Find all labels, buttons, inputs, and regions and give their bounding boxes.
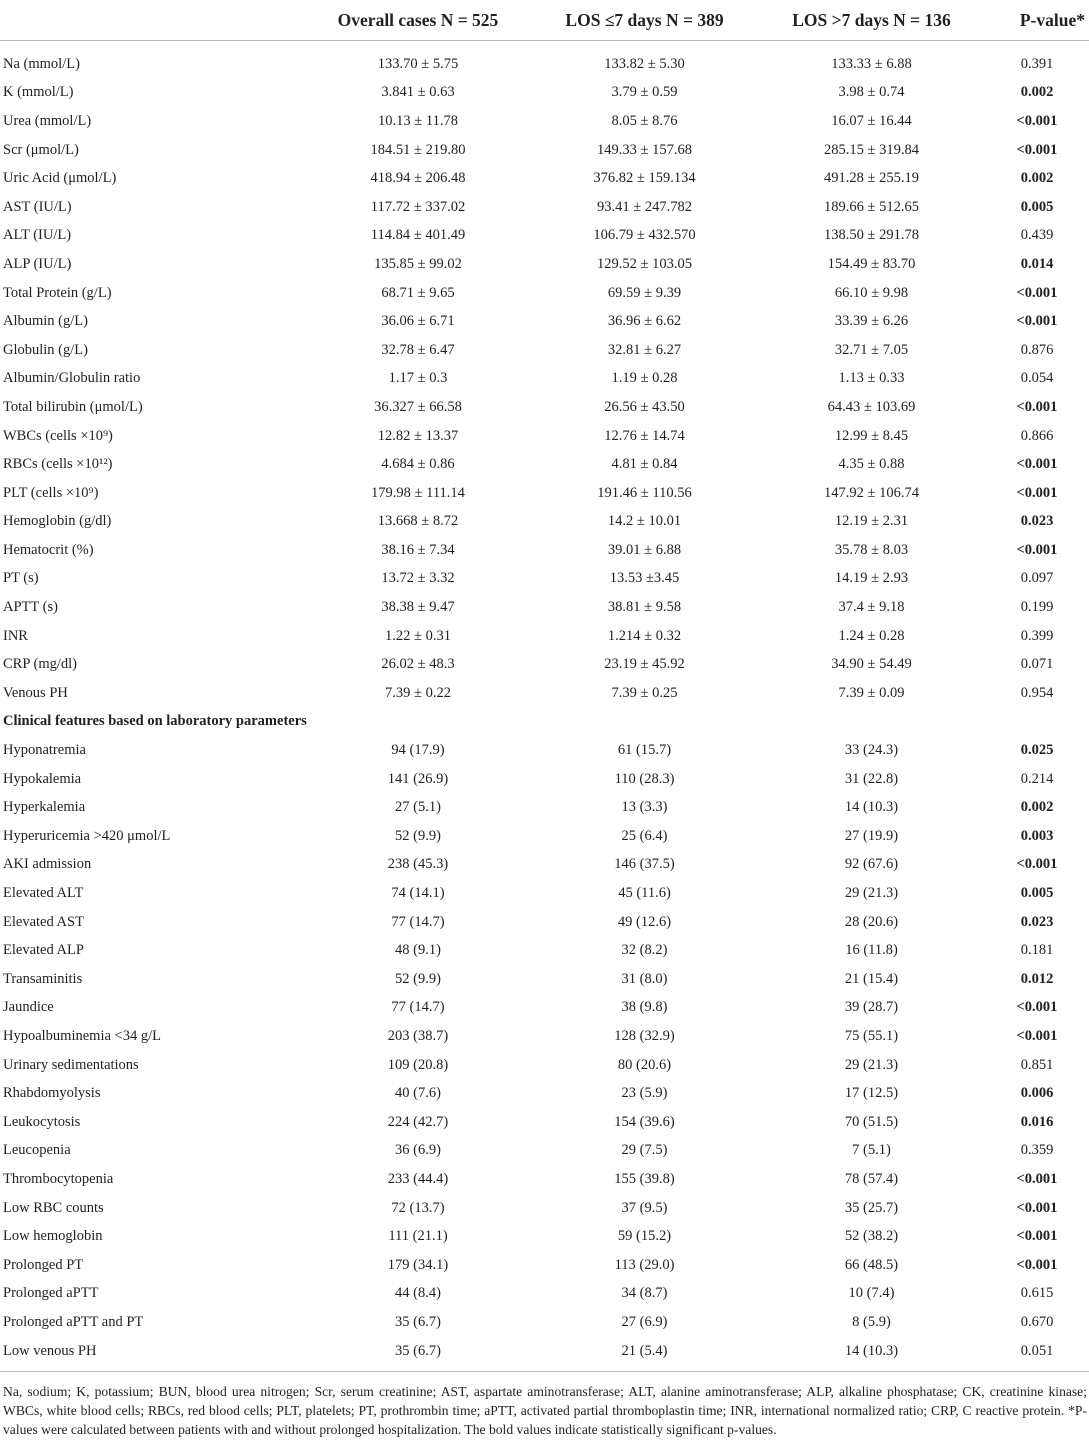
cell-los-gt7: 138.50 ± 291.78	[824, 227, 919, 244]
row-label: INR	[3, 627, 28, 644]
cell-los-le7: 129.52 ± 103.05	[597, 255, 692, 272]
cell-los-gt7: 32.71 ± 7.05	[834, 341, 909, 358]
cell-los-gt7: 28 (20.6)	[844, 913, 899, 930]
cell-p-value: <0.001	[1016, 284, 1058, 301]
cell-los-gt7: 1.13 ± 0.33	[838, 370, 905, 387]
row-label: Low venous PH	[3, 1342, 97, 1359]
cell-p-value: 0.181	[1020, 942, 1054, 959]
cell-los-le7: 39.01 ± 6.88	[607, 541, 682, 558]
row-label: Scr (μmol/L)	[3, 141, 79, 158]
spacer-row	[0, 41, 1089, 51]
cell-los-le7: 93.41 ± 247.782	[597, 198, 692, 215]
cell-p-value: 0.012	[1020, 970, 1054, 987]
cell-overall: 38.38 ± 9.47	[381, 599, 455, 616]
table-row	[0, 908, 1089, 937]
cell-overall: 74 (14.1)	[391, 885, 445, 902]
cell-overall: 238 (45.3)	[387, 856, 449, 873]
cell-los-gt7: 4.35 ± 0.88	[838, 456, 905, 473]
cell-overall: 40 (7.6)	[395, 1085, 441, 1102]
cell-los-le7: 36.96 ± 6.62	[607, 313, 682, 330]
cell-los-gt7: 52 (38.2)	[844, 1228, 899, 1245]
cell-los-le7: 59 (15.2)	[617, 1228, 672, 1245]
table-row	[0, 650, 1089, 679]
table-row	[0, 1251, 1089, 1280]
cell-los-gt7: 27 (19.9)	[844, 827, 899, 844]
cell-overall: 179.98 ± 111.14	[371, 484, 465, 501]
cell-los-gt7: 75 (55.1)	[844, 1027, 899, 1044]
cell-los-le7: 23.19 ± 45.92	[604, 656, 685, 673]
table-row	[0, 936, 1089, 965]
row-label: PT (s)	[3, 570, 39, 587]
cell-los-le7: 34 (8.7)	[621, 1285, 668, 1302]
cell-p-value: 0.016	[1020, 1113, 1054, 1130]
cell-los-le7: 7.39 ± 0.25	[611, 684, 678, 701]
row-label: AST (IU/L)	[3, 198, 72, 215]
cell-overall: 4.684 ± 0.86	[381, 456, 455, 473]
row-label: Venous PH	[3, 684, 68, 701]
cell-overall: 13.72 ± 3.32	[381, 570, 455, 587]
row-label: Uric Acid (μmol/L)	[3, 170, 117, 187]
table-row	[0, 365, 1089, 394]
cell-overall: 36.327 ± 66.58	[374, 398, 462, 415]
table-row	[0, 222, 1089, 251]
cell-overall: 224 (42.7)	[387, 1113, 449, 1130]
cell-los-gt7: 78 (57.4)	[844, 1170, 899, 1187]
table-row	[0, 1280, 1089, 1309]
cell-p-value: 0.005	[1020, 198, 1054, 215]
cell-p-value: 0.391	[1020, 55, 1054, 72]
table-row	[0, 136, 1089, 165]
table-row	[0, 1308, 1089, 1337]
row-label: Urinary sedimentations	[3, 1056, 139, 1073]
row-label: Total Protein (g/L)	[3, 284, 112, 301]
cell-los-gt7: 491.28 ± 255.19	[824, 170, 919, 187]
table-header	[0, 0, 1089, 41]
table-row	[0, 307, 1089, 336]
table-row	[0, 679, 1089, 708]
row-label: Elevated AST	[3, 913, 84, 930]
cell-los-le7: 1.19 ± 0.28	[611, 370, 678, 387]
cell-los-gt7: 16.07 ± 16.44	[831, 112, 912, 129]
cell-overall: 179 (34.1)	[387, 1256, 449, 1273]
cell-p-value: <0.001	[1016, 541, 1058, 558]
row-label: Transaminitis	[3, 970, 83, 987]
row-label: Low hemoglobin	[3, 1228, 103, 1245]
row-label: Leukocytosis	[3, 1113, 81, 1130]
cell-p-value: 0.876	[1020, 341, 1054, 358]
cell-los-le7: 37 (9.5)	[621, 1199, 668, 1216]
row-label: Low RBC counts	[3, 1199, 104, 1216]
cell-los-gt7: 37.4 ± 9.18	[838, 599, 905, 616]
cell-p-value: <0.001	[1016, 999, 1058, 1016]
cell-los-le7: 149.33 ± 157.68	[597, 141, 692, 158]
cell-p-value: <0.001	[1016, 112, 1058, 129]
cell-los-le7: 27 (6.9)	[621, 1313, 668, 1330]
row-label: Thrombocytopenia	[3, 1170, 114, 1187]
table-row	[0, 994, 1089, 1023]
cell-los-le7: 61 (15.7)	[617, 742, 672, 759]
cell-overall: 418.94 ± 206.48	[370, 170, 466, 187]
cell-p-value: 0.054	[1020, 370, 1054, 387]
table-row	[0, 79, 1089, 108]
cell-p-value: <0.001	[1016, 484, 1058, 501]
cell-los-gt7: 10 (7.4)	[848, 1285, 895, 1302]
cell-los-gt7: 8 (5.9)	[852, 1313, 891, 1330]
cell-overall: 114.84 ± 401.49	[370, 227, 466, 244]
table-row	[0, 793, 1089, 822]
cell-overall: 32.78 ± 6.47	[381, 341, 455, 358]
cell-p-value: <0.001	[1016, 1228, 1058, 1245]
cell-los-le7: 1.214 ± 0.32	[607, 627, 682, 644]
table-row	[0, 336, 1089, 365]
section-row	[0, 708, 1089, 737]
cell-p-value: 0.071	[1020, 656, 1054, 673]
table-row	[0, 1337, 1089, 1366]
section-title: Clinical features based on laboratory parameters	[3, 713, 307, 730]
row-label: PLT (cells ×10⁹)	[3, 484, 99, 501]
table-row	[0, 1165, 1089, 1194]
cell-los-gt7: 12.19 ± 2.31	[834, 513, 909, 530]
cell-p-value: 0.439	[1020, 227, 1054, 244]
cell-los-gt7: 29 (21.3)	[844, 885, 899, 902]
cell-overall: 12.82 ± 13.37	[377, 427, 459, 444]
cell-overall: 52 (9.9)	[395, 970, 441, 987]
cell-p-value: 0.866	[1020, 427, 1054, 444]
cell-p-value: <0.001	[1016, 1170, 1058, 1187]
row-label: Prolonged PT	[3, 1256, 84, 1273]
cell-overall: 35 (6.7)	[395, 1342, 441, 1359]
cell-los-gt7: 14 (10.3)	[844, 799, 899, 816]
table-row	[0, 536, 1089, 565]
cell-los-le7: 376.82 ± 159.134	[593, 170, 696, 187]
table-row	[0, 1222, 1089, 1251]
cell-los-gt7: 3.98 ± 0.74	[838, 84, 905, 101]
row-label: Leucopenia	[3, 1142, 71, 1159]
cell-los-gt7: 14.19 ± 2.93	[834, 570, 909, 587]
table-row	[0, 50, 1089, 79]
row-label: WBCs (cells ×10⁹)	[3, 427, 113, 444]
row-label: Albumin/Globulin ratio	[3, 370, 141, 387]
cell-overall: 184.51 ± 219.80	[370, 141, 466, 158]
table-row	[0, 193, 1089, 222]
cell-los-le7: 106.79 ± 432.570	[593, 227, 696, 244]
cell-overall: 27 (5.1)	[395, 799, 441, 816]
cell-overall: 48 (9.1)	[395, 942, 441, 959]
cell-overall: 203 (38.7)	[387, 1027, 449, 1044]
cell-p-value: <0.001	[1016, 398, 1058, 415]
cell-p-value: 0.023	[1020, 513, 1054, 530]
cell-p-value: 0.954	[1020, 684, 1054, 701]
table-row	[0, 1137, 1089, 1166]
table-bottom-rule	[0, 1371, 1089, 1372]
row-label: AKI admission	[3, 856, 92, 873]
table-row	[0, 393, 1089, 422]
cell-p-value: 0.214	[1020, 770, 1054, 787]
cell-los-le7: 32 (8.2)	[621, 942, 668, 959]
cell-overall: 111 (21.1)	[388, 1228, 448, 1245]
row-label: ALP (IU/L)	[3, 255, 72, 272]
cell-los-le7: 146 (37.5)	[614, 856, 675, 873]
table-row	[0, 107, 1089, 136]
cell-overall: 3.841 ± 0.63	[381, 84, 455, 101]
cell-p-value: <0.001	[1016, 1027, 1058, 1044]
cell-los-le7: 155 (39.8)	[614, 1170, 675, 1187]
cell-p-value: 0.851	[1020, 1056, 1054, 1073]
cell-los-le7: 49 (12.6)	[617, 913, 672, 930]
cell-los-le7: 29 (7.5)	[621, 1142, 668, 1159]
header-los-le7: LOS ≤7 days N = 389	[531, 0, 758, 41]
row-label: Hyperkalemia	[3, 799, 86, 816]
cell-overall: 7.39 ± 0.22	[385, 684, 451, 701]
cell-los-le7: 25 (6.4)	[621, 827, 668, 844]
cell-los-le7: 38.81 ± 9.58	[607, 599, 682, 616]
cell-overall: 233 (44.4)	[387, 1170, 449, 1187]
cell-p-value: <0.001	[1016, 141, 1058, 158]
cell-p-value: 0.014	[1020, 255, 1054, 272]
row-label: Albumin (g/L)	[3, 313, 88, 330]
row-label: Na (mmol/L)	[3, 55, 80, 72]
cell-p-value: 0.097	[1020, 570, 1054, 587]
cell-overall: 94 (17.9)	[391, 742, 445, 759]
cell-p-value: 0.003	[1020, 827, 1054, 844]
cell-p-value: 0.006	[1020, 1085, 1054, 1102]
table-row	[0, 279, 1089, 308]
cell-los-gt7: 21 (15.4)	[844, 970, 899, 987]
header-los-gt7: LOS >7 days N = 136	[758, 0, 985, 41]
cell-los-gt7: 154.49 ± 83.70	[827, 255, 916, 272]
row-label: Elevated ALT	[3, 885, 84, 902]
table-row	[0, 736, 1089, 765]
cell-los-le7: 14.2 ± 10.01	[607, 513, 682, 530]
row-label: Total bilirubin (μmol/L)	[3, 398, 143, 415]
cell-los-gt7: 35 (25.7)	[844, 1199, 899, 1216]
cell-los-gt7: 33.39 ± 6.26	[834, 313, 909, 330]
row-label: Hypokalemia	[3, 770, 82, 787]
cell-los-gt7: 12.99 ± 8.45	[834, 427, 909, 444]
table-row	[0, 765, 1089, 794]
cell-overall: 1.22 ± 0.31	[385, 627, 451, 644]
table-row	[0, 565, 1089, 594]
cell-los-gt7: 66.10 ± 9.98	[834, 284, 909, 301]
cell-overall: 68.71 ± 9.65	[381, 284, 455, 301]
cell-overall: 77 (14.7)	[391, 913, 445, 930]
cell-los-le7: 191.46 ± 110.56	[597, 484, 692, 501]
row-label: Hemoglobin (g/dl)	[3, 513, 112, 530]
cell-los-gt7: 7.39 ± 0.09	[838, 684, 905, 701]
cell-los-le7: 80 (20.6)	[617, 1056, 672, 1073]
row-label: RBCs (cells ×10¹²)	[3, 456, 113, 473]
cell-los-le7: 12.76 ± 14.74	[604, 427, 685, 444]
table-row	[0, 422, 1089, 451]
cell-p-value: 0.051	[1020, 1342, 1054, 1359]
cell-p-value: <0.001	[1016, 313, 1058, 330]
table-body	[0, 41, 1089, 1366]
cell-los-le7: 32.81 ± 6.27	[607, 341, 682, 358]
cell-overall: 109 (20.8)	[387, 1056, 449, 1073]
row-label: APTT (s)	[3, 599, 58, 616]
cell-los-le7: 31 (8.0)	[621, 970, 668, 987]
table-row	[0, 1051, 1089, 1080]
table-row	[0, 851, 1089, 880]
row-label: Rhabdomyolysis	[3, 1085, 101, 1102]
cell-overall: 72 (13.7)	[391, 1199, 445, 1216]
cell-los-gt7: 14 (10.3)	[844, 1342, 899, 1359]
row-label: Hematocrit (%)	[3, 541, 94, 558]
cell-los-gt7: 29 (21.3)	[844, 1056, 899, 1073]
cell-p-value: 0.399	[1020, 627, 1054, 644]
cell-p-value: 0.615	[1020, 1285, 1054, 1302]
row-label: Prolonged aPTT and PT	[3, 1313, 144, 1330]
cell-los-le7: 128 (32.9)	[614, 1027, 675, 1044]
table-row	[0, 1194, 1089, 1223]
table-row	[0, 622, 1089, 651]
row-label: CRP (mg/dl)	[3, 656, 77, 673]
cell-p-value: 0.670	[1020, 1313, 1054, 1330]
table-row	[0, 1108, 1089, 1137]
cell-los-le7: 113 (29.0)	[614, 1256, 675, 1273]
table-row	[0, 250, 1089, 279]
cell-overall: 117.72 ± 337.02	[370, 198, 466, 215]
cell-overall: 10.13 ± 11.78	[378, 112, 458, 129]
cell-overall: 135.85 ± 99.02	[374, 255, 462, 272]
cell-p-value: 0.005	[1020, 885, 1054, 902]
cell-los-le7: 133.82 ± 5.30	[604, 55, 685, 72]
cell-los-gt7: 189.66 ± 512.65	[824, 198, 919, 215]
cell-p-value: 0.002	[1020, 799, 1054, 816]
cell-p-value: 0.199	[1020, 599, 1054, 616]
cell-los-le7: 69.59 ± 9.39	[607, 284, 682, 301]
cell-p-value: 0.025	[1020, 742, 1054, 759]
row-label: Elevated ALP	[3, 942, 84, 959]
cell-overall: 13.668 ± 8.72	[377, 513, 459, 530]
cell-los-le7: 45 (11.6)	[618, 885, 671, 902]
cell-los-gt7: 35.78 ± 8.03	[834, 541, 909, 558]
row-label: Prolonged aPTT	[3, 1285, 99, 1302]
row-label: K (mmol/L)	[3, 84, 74, 101]
cell-los-le7: 26.56 ± 43.50	[604, 398, 685, 415]
table-row	[0, 164, 1089, 193]
cell-overall: 133.70 ± 5.75	[377, 55, 459, 72]
cell-los-le7: 23 (5.9)	[621, 1085, 668, 1102]
cell-p-value: <0.001	[1016, 1199, 1058, 1216]
table-row	[0, 508, 1089, 537]
table-row	[0, 1079, 1089, 1108]
table-row	[0, 593, 1089, 622]
cell-los-gt7: 66 (48.5)	[844, 1256, 899, 1273]
table-row	[0, 965, 1089, 994]
cell-los-gt7: 7 (5.1)	[852, 1142, 891, 1159]
header-p-value: P-value*	[985, 0, 1089, 41]
cell-overall: 36 (6.9)	[395, 1142, 441, 1159]
cell-p-value: 0.002	[1020, 84, 1054, 101]
table-row	[0, 822, 1089, 851]
cell-p-value: 0.002	[1020, 170, 1054, 187]
table-row	[0, 879, 1089, 908]
cell-los-gt7: 17 (12.5)	[844, 1085, 899, 1102]
cell-los-gt7: 133.33 ± 6.88	[831, 55, 912, 72]
cell-los-gt7: 33 (24.3)	[844, 742, 899, 759]
cell-overall: 35 (6.7)	[395, 1313, 441, 1330]
cell-los-gt7: 16 (11.8)	[845, 942, 898, 959]
table-row	[0, 479, 1089, 508]
table-row	[0, 1022, 1089, 1051]
cell-overall: 141 (26.9)	[387, 770, 449, 787]
row-label: Globulin (g/L)	[3, 341, 88, 358]
cell-overall: 38.16 ± 7.34	[381, 541, 455, 558]
cell-los-le7: 21 (5.4)	[621, 1342, 668, 1359]
cell-los-le7: 3.79 ± 0.59	[611, 84, 678, 101]
cell-los-gt7: 285.15 ± 319.84	[824, 141, 919, 158]
cell-los-le7: 110 (28.3)	[614, 770, 675, 787]
cell-p-value: <0.001	[1016, 1256, 1058, 1273]
row-label: Hyperuricemia >420 μmol/L	[3, 827, 171, 844]
cell-p-value: 0.359	[1020, 1142, 1054, 1159]
cell-los-le7: 38 (9.8)	[621, 999, 668, 1016]
cell-los-gt7: 34.90 ± 54.49	[831, 656, 912, 673]
cell-los-le7: 8.05 ± 8.76	[611, 112, 678, 129]
cell-overall: 1.17 ± 0.3	[388, 370, 448, 387]
row-label: Hypoalbuminemia <34 g/L	[3, 1027, 161, 1044]
cell-los-gt7: 92 (67.6)	[844, 856, 899, 873]
table-footnote: Na, sodium; K, potassium; BUN, blood urea nitrogen; Scr, serum creatinine; AST, aspartate aminotransferase; ALT, alanine aminotransferase; ALP, alkaline phosphatase; CK, creatinine kinase; WBCs, white blood cells; RBCs, red blood cells; PLT, platelets; PT, prothrombin time; aPTT, activated partial thromboplastin time; INR, international normalized ratio; CRP, C reactive protein. *P-values were calculated between patients with and without prolonged hospitalization. The bold values indicate statistically significant p-values.	[3, 1384, 1087, 1437]
cell-los-gt7: 31 (22.8)	[844, 770, 899, 787]
header-overall: Overall cases N = 525	[305, 0, 531, 41]
cell-los-gt7: 147.92 ± 106.74	[824, 484, 919, 501]
row-label: Hyponatremia	[3, 742, 86, 759]
cell-los-le7: 13 (3.3)	[621, 799, 668, 816]
cell-overall: 77 (14.7)	[391, 999, 445, 1016]
cell-overall: 44 (8.4)	[395, 1285, 441, 1302]
cell-los-gt7: 1.24 ± 0.28	[838, 627, 905, 644]
cell-p-value: <0.001	[1016, 456, 1058, 473]
cell-los-gt7: 39 (28.7)	[844, 999, 899, 1016]
row-label: Jaundice	[3, 999, 54, 1016]
cell-overall: 52 (9.9)	[395, 827, 441, 844]
cell-overall: 36.06 ± 6.71	[381, 313, 455, 330]
cell-los-gt7: 70 (51.5)	[844, 1113, 899, 1130]
cell-los-le7: 13.53 ±3.45	[609, 570, 680, 587]
row-label: ALT (IU/L)	[3, 227, 72, 244]
header-parameter	[0, 0, 305, 41]
cell-los-gt7: 64.43 ± 103.69	[827, 398, 916, 415]
table-row	[0, 450, 1089, 479]
row-label: Urea (mmol/L)	[3, 112, 92, 129]
cell-los-le7: 154 (39.6)	[614, 1113, 675, 1130]
cell-p-value: 0.023	[1020, 913, 1054, 930]
cell-los-le7: 4.81 ± 0.84	[611, 456, 678, 473]
cell-p-value: <0.001	[1016, 856, 1058, 873]
cell-overall: 26.02 ± 48.3	[381, 656, 455, 673]
